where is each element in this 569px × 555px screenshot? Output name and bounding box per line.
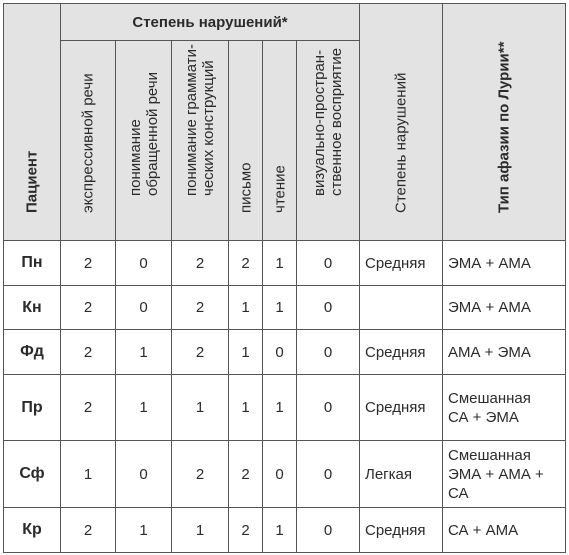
col-header-writing (229, 41, 263, 241)
value-cell: 0 (116, 241, 172, 286)
aphasia-line: ЭМА + АМА (448, 299, 531, 316)
severity-cell: Легкая (360, 441, 443, 508)
col-header-grammar (172, 41, 229, 241)
value-cell: 0 (297, 286, 360, 330)
value-cell: 1 (229, 330, 263, 375)
aphasia-line: АМА + ЭМА (448, 343, 531, 361)
col-header-line: понимание граммати- (183, 44, 200, 196)
col-header-line: ческих конструкций (200, 60, 217, 196)
patient-cell: Фд (4, 330, 61, 375)
aphasia-cell (443, 441, 566, 508)
aphasia-cell (443, 375, 566, 441)
severity-header-cell (360, 4, 443, 241)
value-cell: 1 (229, 375, 263, 441)
aphasia-line: ЭМА + АМА + СА (448, 465, 544, 502)
aphasia-line: СА + АМА (448, 521, 519, 539)
col-header-line: понимание (126, 119, 144, 196)
value-cell: 0 (297, 330, 360, 375)
value-cell: 2 (172, 330, 229, 375)
patient-cell: Кр (4, 508, 61, 553)
table-row (4, 286, 566, 330)
value-cell: 0 (297, 508, 360, 553)
value-cell: 1 (61, 441, 116, 508)
table-container (3, 3, 566, 553)
value-cell: 1 (116, 330, 172, 375)
aphasia-header: Тип афазии по Лурии** (495, 41, 513, 213)
table-row (4, 330, 566, 375)
value-cell: 1 (172, 508, 229, 553)
col-header-line: ственное восприятие (328, 47, 345, 196)
severity-cell: Средняя (360, 508, 443, 553)
group-header: Степень нарушений* (61, 4, 360, 41)
value-cell: 1 (116, 508, 172, 553)
value-cell: 2 (61, 241, 116, 286)
patient-cell: Кн (4, 286, 61, 330)
value-cell: 2 (172, 441, 229, 508)
value-cell: 0 (297, 441, 360, 508)
aphasia-cell (443, 286, 566, 330)
value-cell: 2 (229, 508, 263, 553)
aphasia-line: СА + ЭМА (448, 408, 519, 426)
severity-cell: Средняя (360, 241, 443, 286)
value-cell: 0 (263, 330, 297, 375)
value-cell: 2 (172, 286, 229, 330)
value-cell: 0 (297, 241, 360, 286)
col-header-line: письмо (237, 162, 254, 213)
col-header-comprehension (116, 41, 172, 241)
value-cell: 2 (229, 241, 263, 286)
col-header-visuospatial (297, 41, 360, 241)
patient-cell: Пр (4, 375, 61, 441)
col-header-line: визуально-простран- (311, 49, 328, 196)
value-cell: 0 (116, 441, 172, 508)
value-cell: 1 (116, 375, 172, 441)
value-cell: 1 (172, 375, 229, 441)
value-cell: 1 (229, 286, 263, 330)
aphasia-line: Смешанная (448, 446, 531, 464)
patient-header-cell (4, 4, 61, 241)
patient-cell: Пн (4, 241, 61, 286)
col-header-expressive (61, 41, 116, 241)
patient-cell: Сф (4, 441, 61, 508)
value-cell: 0 (263, 441, 297, 508)
col-header-reading (263, 41, 297, 241)
value-cell: 0 (297, 375, 360, 441)
aphasia-table (3, 3, 566, 553)
table-row (4, 508, 566, 553)
patient-header: Пациент (23, 150, 41, 213)
table-row (4, 375, 566, 441)
value-cell: 2 (61, 286, 116, 330)
aphasia-cell (443, 508, 566, 553)
value-cell: 2 (61, 508, 116, 553)
aphasia-cell (443, 330, 566, 375)
table-row (4, 441, 566, 508)
aphasia-line: Смешанная (448, 389, 531, 407)
aphasia-header-cell (443, 4, 566, 241)
value-cell: 2 (229, 441, 263, 508)
severity-header: Степень нарушений (392, 72, 410, 213)
severity-cell: Средняя (360, 330, 443, 375)
value-cell: 2 (61, 330, 116, 375)
value-cell: 0 (116, 286, 172, 330)
col-header-line: чтение (271, 165, 288, 213)
value-cell: 2 (172, 241, 229, 286)
value-cell: 1 (263, 286, 297, 330)
aphasia-line: ЭМА + АМА (448, 254, 531, 272)
value-cell: 1 (263, 508, 297, 553)
value-cell: 1 (263, 375, 297, 441)
severity-cell: Средняя (360, 375, 443, 441)
value-cell: 1 (263, 241, 297, 286)
severity-cell (360, 286, 443, 330)
aphasia-cell (443, 241, 566, 286)
col-header-line: экспрессивной речи (79, 73, 97, 213)
value-cell: 2 (61, 375, 116, 441)
table-row (4, 241, 566, 286)
col-header-line: обращенной речи (143, 72, 161, 196)
